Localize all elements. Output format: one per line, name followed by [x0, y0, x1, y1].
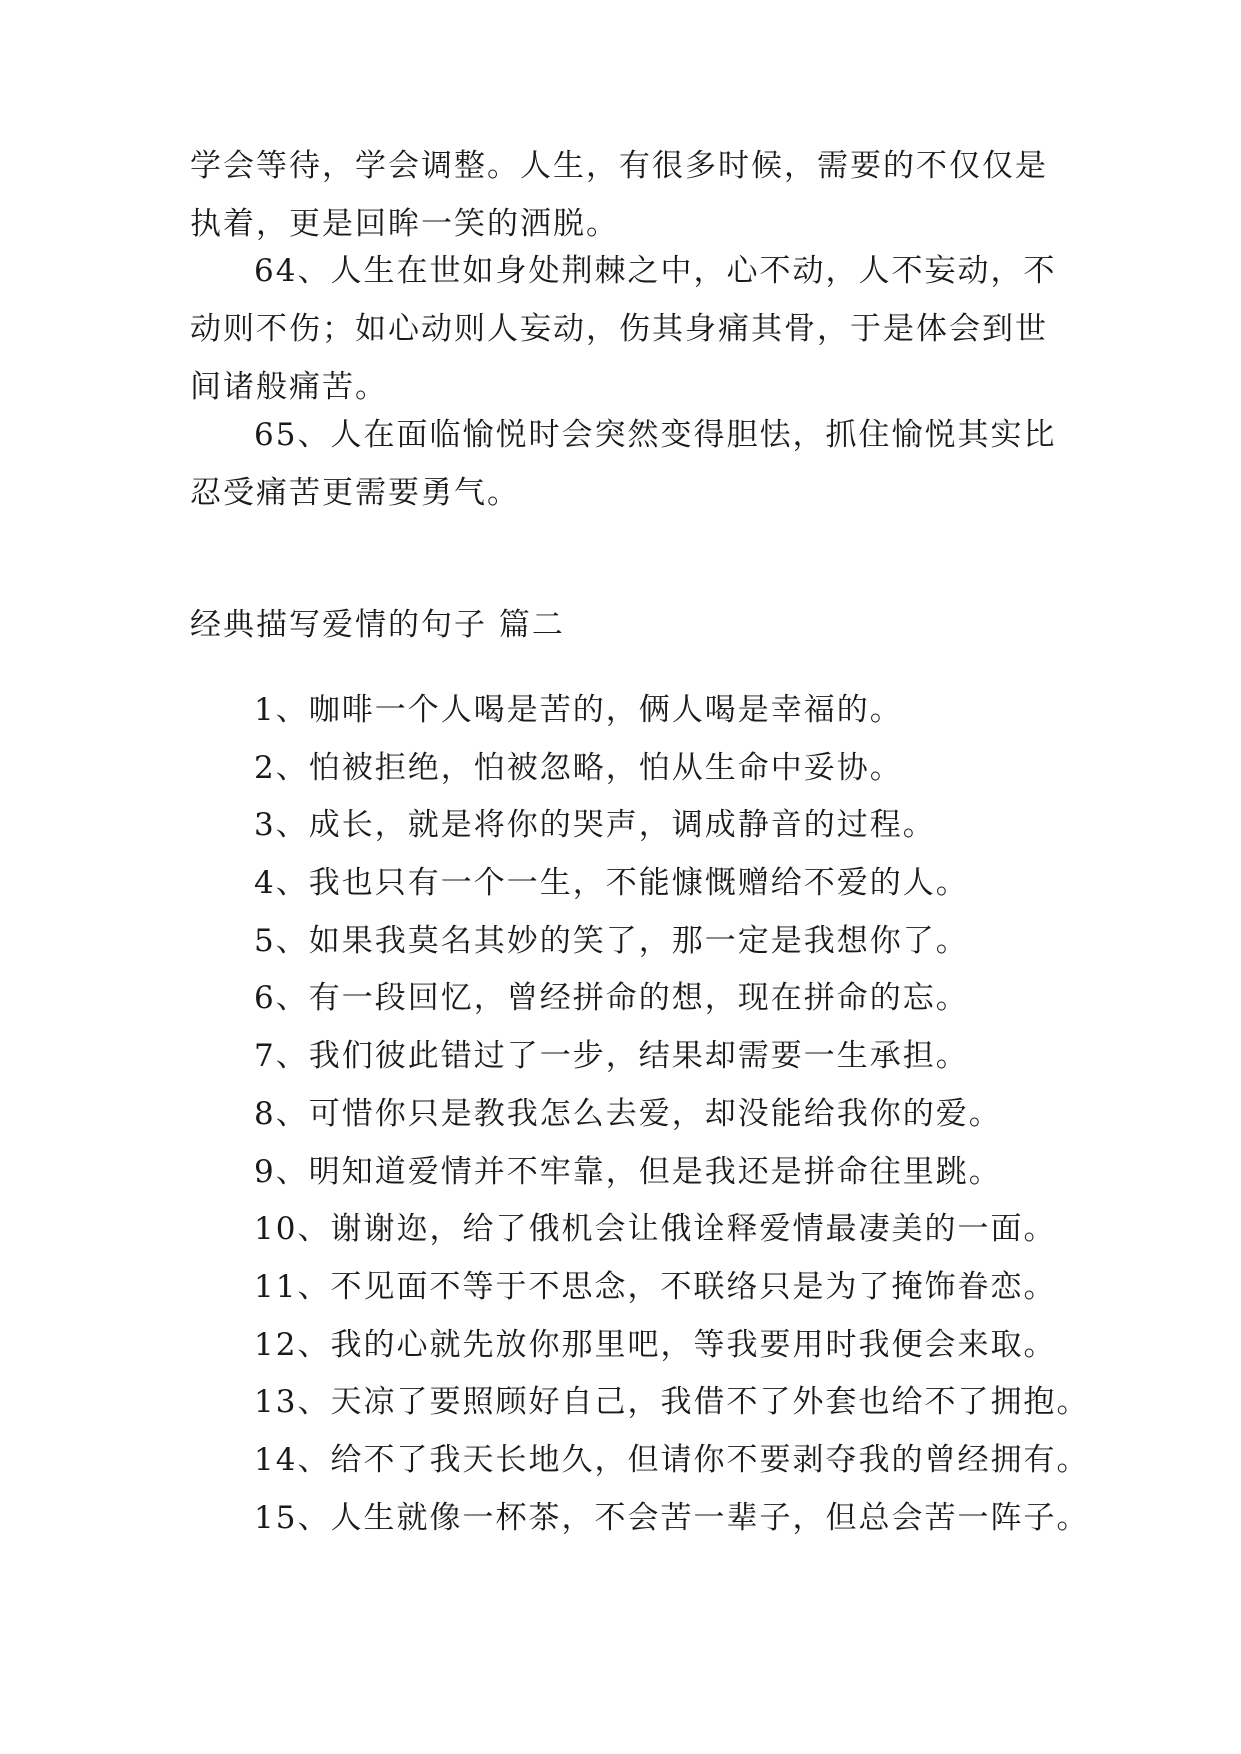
list-item: 4、我也只有一个一生，不能慷慨赠给不爱的人。 [254, 865, 969, 902]
paragraph-line: 学会等待，学会调整。人生，有很多时候，需要的不仅仅是 [190, 148, 1048, 184]
list-item: 10、谢谢迩，给了俄机会让俄诠释爱情最凄美的一面。 [254, 1211, 1057, 1248]
list-item: 8、可惜你只是教我怎么去爱，却没能给我你的爱。 [254, 1095, 1002, 1132]
list-item: 5、如果我莫名其妙的笑了，那一定是我想你了。 [254, 922, 969, 959]
list-item: 7、我们彼此错过了一步，结果却需要一生承担。 [254, 1038, 969, 1075]
paragraph-1 [190, 137, 1060, 253]
list-item: 3、成长，就是将你的哭声，调成静音的过程。 [254, 807, 936, 844]
list-item: 9、明知道爱情并不牢靠，但是我还是拼命往里跳。 [254, 1153, 1002, 1190]
paragraph-line: 64、人生在世如身处荆棘之中，心不动，人不妄动，不 [254, 253, 1057, 289]
paragraph-line: 65、人在面临愉悦时会突然变得胆怯，抓住愉悦其实比 [254, 417, 1057, 453]
list-item: 15、人生就像一杯茶，不会苦一辈子，但总会苦一阵子。 [254, 1499, 1090, 1536]
list-item: 12、我的心就先放你那里吧，等我要用时我便会来取。 [254, 1326, 1057, 1363]
list-item: 14、给不了我天长地久，但请你不要剥夺我的曾经拥有。 [254, 1441, 1090, 1478]
list-item: 2、怕被拒绝，怕被忽略，怕从生命中妥协。 [254, 749, 903, 786]
list-item: 6、有一段回忆，曾经拼命的想，现在拼命的忘。 [254, 980, 969, 1017]
quote-list [254, 682, 1089, 1547]
paragraph-line: 忍受痛苦更需要勇气。 [190, 475, 520, 511]
list-item: 1、咖啡一个人喝是苦的，俩人喝是幸福的。 [254, 692, 903, 728]
paragraph-64 [190, 242, 1060, 416]
paragraph-line: 动则不伤；如心动则人妄动，伤其身痛其骨，于是体会到世 [190, 311, 1048, 347]
paragraph-65 [190, 406, 1060, 522]
list-item: 11、不见面不等于不思念，不联络只是为了掩饰眷恋。 [254, 1268, 1057, 1305]
paragraph-line: 间诸般痛苦。 [190, 369, 388, 405]
section-heading: 经典描写爱情的句子 篇二 [190, 607, 565, 643]
paragraph-line: 执着，更是回眸一笑的洒脱。 [190, 206, 619, 242]
list-item: 13、天凉了要照顾好自己，我借不了外套也给不了拥抱。 [254, 1384, 1090, 1421]
